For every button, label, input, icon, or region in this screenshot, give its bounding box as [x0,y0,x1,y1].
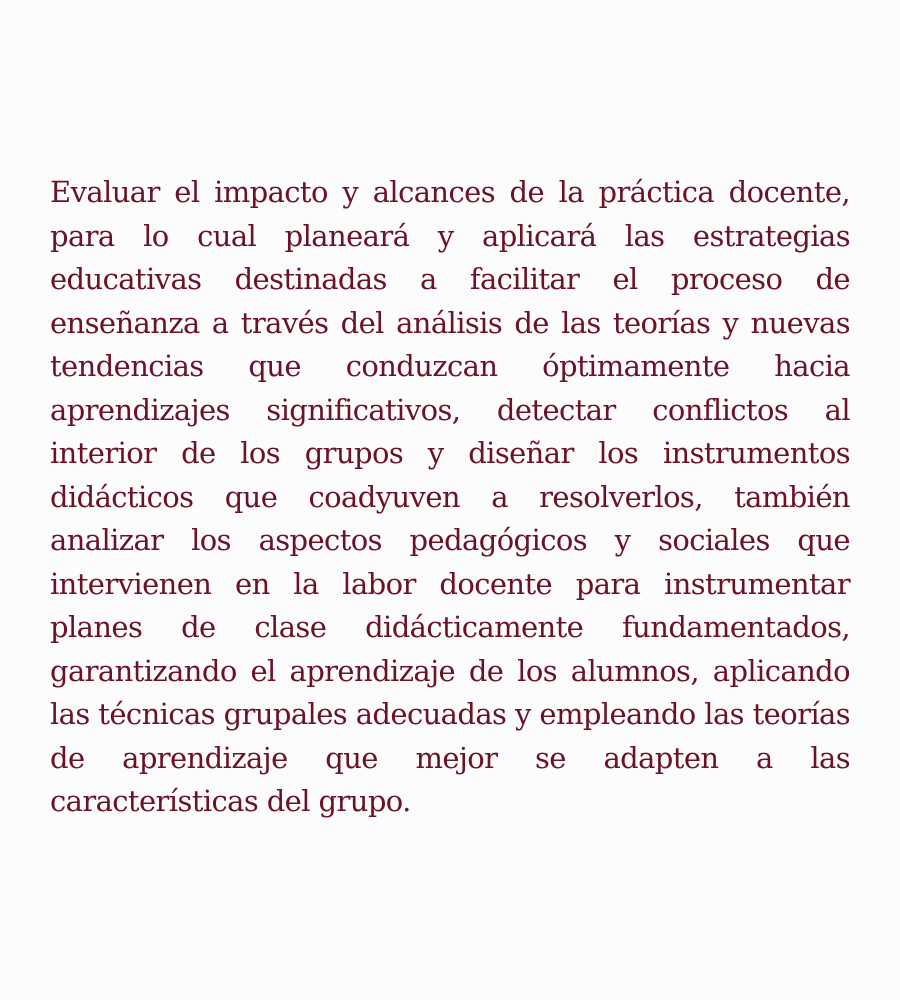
objective-paragraph: Evaluar el impacto y alcances de la práctica docente, para lo cual planeará y aplicará las estrategias educativas destinadas a facilitar el proceso de enseñanza a través del análisis de las teorías y nuevas tendencias que conduzcan óptimamente hacia aprendizajes significativos, detectar conflictos al interior de los grupos y diseñar los instrumentos didácticos que coadyuven a resolverlos, también analizar los aspectos pedagógicos y sociales que intervienen en la labor docente para instrumentar planes de clase didácticamente fundamentados, garantizando el aprendizaje de los alumnos, aplicando las técnicas grupales adecuadas y empleando las teorías de aprendizaje que mejor se adapten a las características del grupo. [50,175,850,818]
